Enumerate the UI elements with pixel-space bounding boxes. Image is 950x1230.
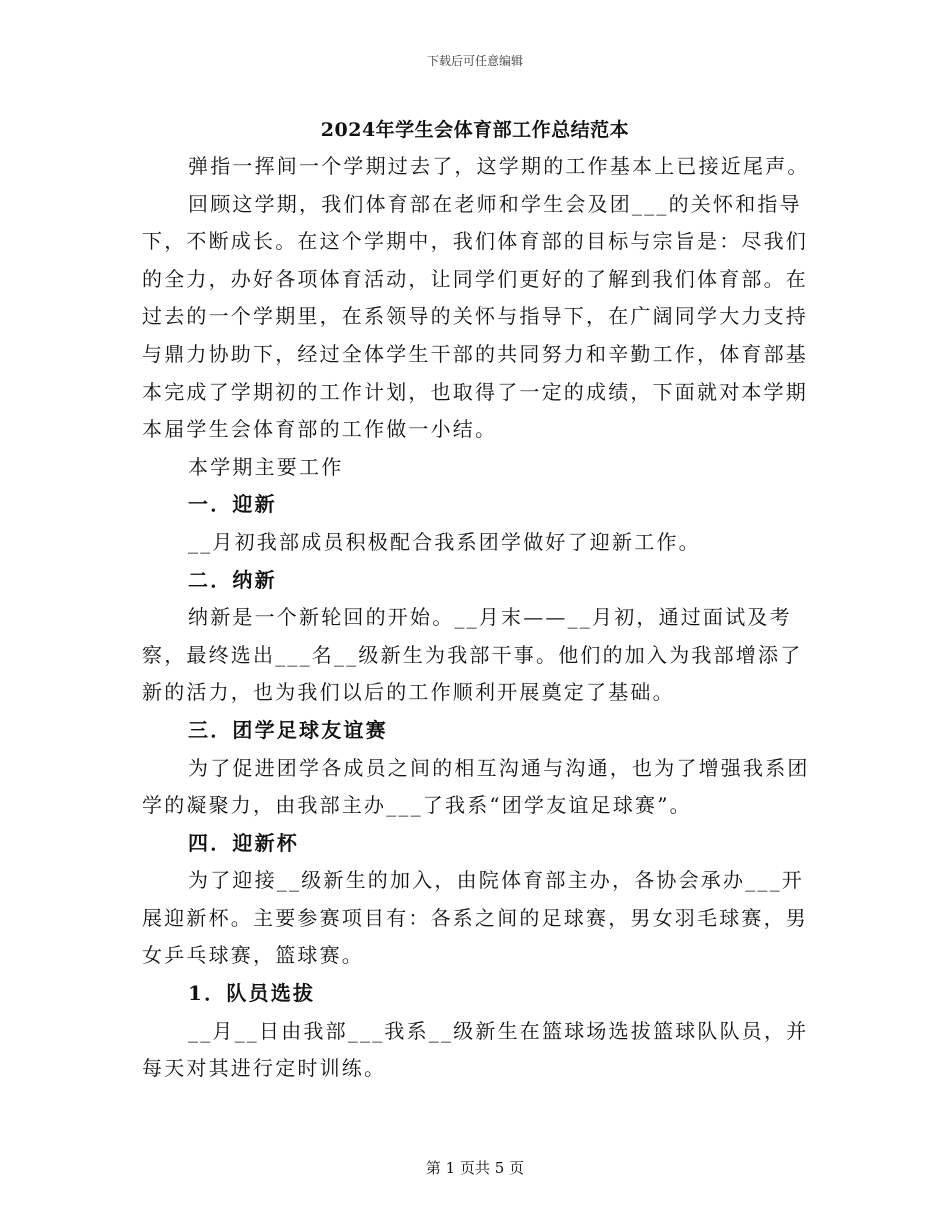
page-header-note: 下载后可任意编辑 xyxy=(426,54,523,68)
document-body xyxy=(142,148,814,1088)
paragraph-main-work: 本学期主要工作 xyxy=(188,454,344,479)
paragraph-review: 回顾这学期，我们体育部在老师和学生会及团___的关怀和指导下，不断成长。在这个学期中，我们体育部的目标与宗旨是：尽我们的全力，办好各项体育活动，让同学们更好的了解到我们体育部。在过去的一个学期里，在系领导的关怀与指导下，在广阔同学大力支持与鼎力协助下，经过全体学生干部的共同努力和辛勤工作，体育部基本完成了学期初的工作计划，也取得了一定的成绩，下面就对本学期本届学生会体育部的工作做一小结。 xyxy=(142,191,808,442)
paragraph-recruit: 纳新是一个新轮回的开始。__月末——__月初，通过面试及考察，最终选出___名__级新生为我部干事。他们的加入为我部增添了新的活力，也为我们以后的工作顺利开展奠定了基础。 xyxy=(142,605,803,705)
section-heading-football: 三．团学足球友谊赛 xyxy=(188,717,388,742)
document-title: 2024年学生会体育部工作总结范本 xyxy=(320,119,630,141)
paragraph-welcome: __月初我部成员积极配合我系团学做好了迎新工作。 xyxy=(188,529,701,554)
paragraph-cup: 为了迎接__级新生的加入，由院体育部主办，各协会承办___开展迎新杯。主要参赛项目有：各系之间的足球赛，男女羽毛球赛，男女乒乓球赛，篮球赛。 xyxy=(142,868,808,968)
section-heading-recruit: 二．纳新 xyxy=(188,567,277,592)
paragraph-selection: __月__日由我部___我系__级新生在篮球场选拔篮球队队员，并每天对其进行定时训练。 xyxy=(142,1018,809,1081)
paragraph-football: 为了促进团学各成员之间的相互沟通与沟通，也为了增强我系团学的凝聚力，由我部主办___了我系“团学友谊足球赛”。 xyxy=(142,755,810,818)
page-footer: 第 1 页共 5 页 xyxy=(425,1159,525,1177)
paragraph-intro: 弹指一挥间一个学期过去了，这学期的工作基本上已接近尾声。 xyxy=(188,154,810,178)
subsection-heading-selection: 1．队员选拔 xyxy=(188,981,316,1006)
section-heading-cup: 四．迎新杯 xyxy=(188,830,299,855)
section-heading-welcome: 一．迎新 xyxy=(188,492,277,517)
